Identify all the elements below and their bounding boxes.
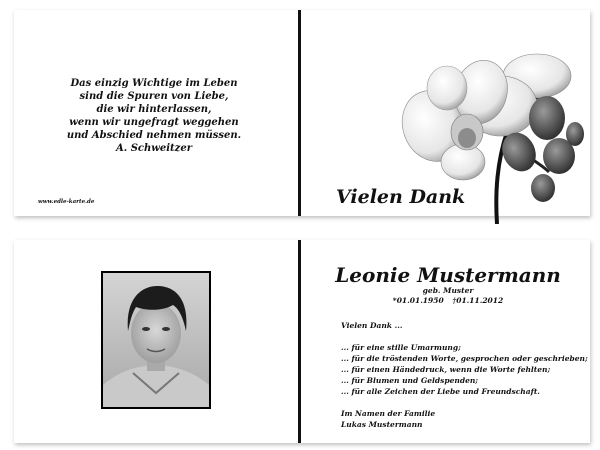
quote-line: und Abschied nehmen müssen.: [66, 130, 242, 141]
memorial-quote: [54, 77, 254, 155]
card-fold-line: [298, 10, 301, 216]
deceased-name: Leonie Mustermann: [335, 263, 561, 287]
birth-date: *01.01.1950: [392, 296, 444, 305]
thanks-line: ... für alle Zeichen der Liebe und Freundschaft.: [341, 387, 540, 396]
greeting: Vielen Dank ...: [341, 321, 403, 330]
closing-line: Im Namen der Familie: [341, 409, 436, 418]
quote-line: die wir hinterlassen,: [96, 104, 212, 115]
website-link[interactable]: www.edle-karte.de: [38, 199, 95, 205]
quote-author: A. Schweitzer: [115, 143, 192, 154]
thanks-line: ... für die tröstenden Worte, gesprochen oder geschrieben;: [341, 354, 588, 363]
thanks-line: ... für Blumen und Geldspenden;: [341, 376, 479, 385]
death-date: †01.11.2012: [452, 296, 504, 305]
maiden-name: geb. Muster: [422, 286, 474, 295]
quote-line: Das einzig Wichtige im Leben: [70, 78, 238, 89]
portrait-photo: [101, 271, 211, 409]
card-fold-line: [298, 240, 301, 443]
thank-you-message: [341, 320, 591, 430]
thanks-line: ... für einen Händedruck, wenn die Worte fehlten;: [341, 365, 551, 374]
quote-line: sind die Spuren von Liebe,: [79, 91, 229, 102]
portrait-image: [103, 273, 209, 407]
card-front: [14, 10, 590, 216]
thanks-line: ... für eine stille Umarmung;: [341, 343, 461, 352]
card-inside: [14, 240, 590, 443]
quote-line: wenn wir ungefragt weggehen: [69, 117, 239, 128]
card-title: Vielen Dank: [336, 186, 466, 208]
signature: Lukas Mustermann: [341, 420, 423, 429]
life-dates: [308, 296, 588, 305]
